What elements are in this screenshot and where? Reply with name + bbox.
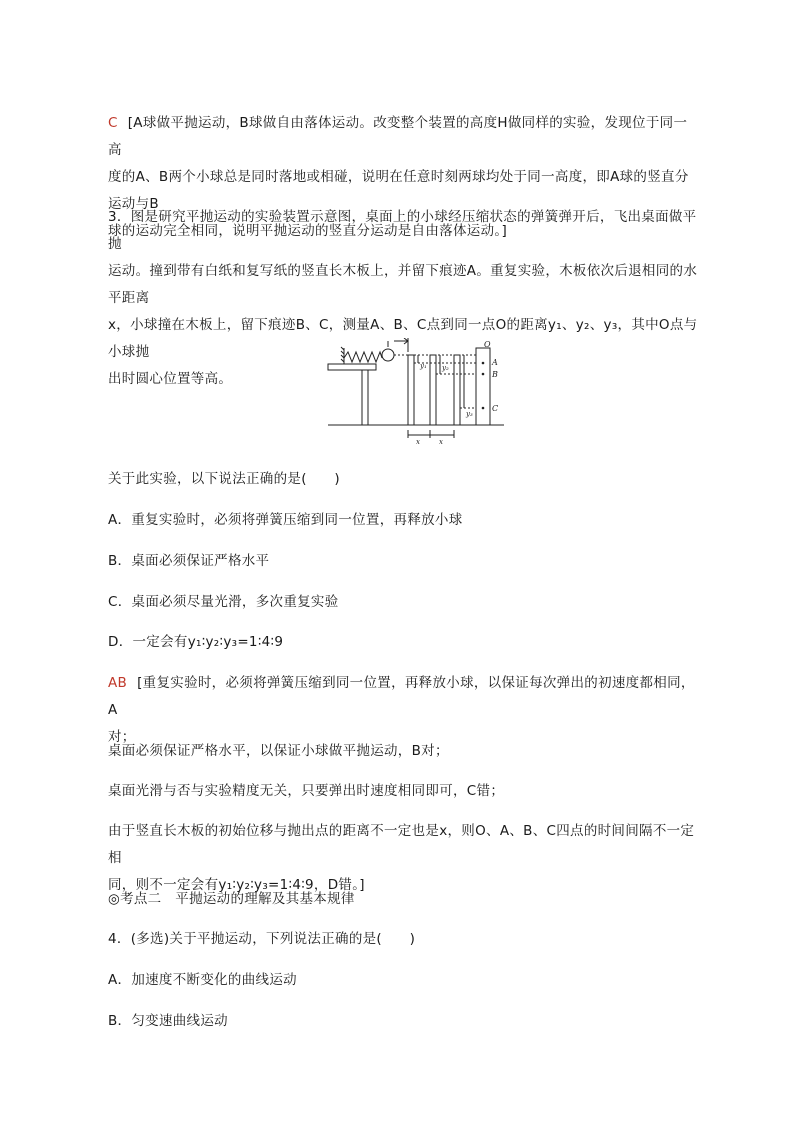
- board-3: [454, 355, 460, 425]
- label-a: A: [492, 358, 498, 367]
- answer-line: 桌面光滑与否与实验精度无关，只要弹出时速度相同即可，C错；: [108, 783, 505, 799]
- answer-line: [重复实验时，必须将弹簧压缩到同一位置，再释放小球，以保证每次弹出的初速度都相同，A: [108, 675, 695, 718]
- answer-line: [A球做平抛运动，B球做自由落体运动。改变整个装置的高度H做同样的实验，发现位于同一高: [108, 115, 688, 158]
- q4-option-b: B．匀变速曲线运动: [108, 1013, 228, 1029]
- board-1: [408, 355, 414, 425]
- label-y2: y₂: [442, 364, 449, 372]
- ball: [382, 349, 394, 361]
- answer-line: 球的运动完全相同，说明平抛运动的竖直分运动是自由落体运动。]: [108, 223, 508, 239]
- question-4-stem: 4．(多选)关于平抛运动，下列说法正确的是( ): [108, 931, 416, 947]
- option-d: D．一定会有y₁∶y₂∶y₃=1∶4∶9: [108, 634, 284, 650]
- answer-line: 同，则不一定会有y₁∶y₂∶y₃=1∶4∶9，D错。]: [108, 877, 365, 893]
- question-3-stem: 关于此实验，以下说法正确的是( ): [108, 471, 340, 487]
- label-c: C: [492, 404, 499, 413]
- question-line: 3．图是研究平抛运动的实验装置示意图，桌面上的小球经压缩状态的弹簧弹开后，飞出桌面做平抛: [108, 209, 697, 252]
- option-a: A．重复实验时，必须将弹簧压缩到同一位置，再释放小球: [108, 512, 463, 528]
- board-2: [430, 355, 436, 425]
- label-o: O: [484, 340, 491, 349]
- question-line: 运动。撞到带有白纸和复写纸的竖直长木板上，并留下痕迹A。重复实验，木板依次后退相同的水平距离: [108, 263, 698, 306]
- option-b: B．桌面必须保证严格水平: [108, 553, 270, 569]
- label-y3: y₃: [466, 410, 473, 418]
- answer-line: 桌面必须保证严格水平，以保证小球做平抛运动，B对；: [108, 743, 449, 759]
- table-leg: [362, 370, 368, 425]
- answer-line: 由于竖直长木板的初始位移与抛出点的距离不一定也是x，则O、A、B、C四点的时间间隔不一定相: [108, 823, 695, 866]
- board-4: [476, 348, 490, 425]
- option-c: C．桌面必须尽量光滑，多次重复实验: [108, 594, 339, 610]
- question-line: 出时圆心位置等高。: [108, 371, 233, 387]
- label-x2: x: [439, 438, 443, 446]
- label-x1: x: [416, 438, 420, 446]
- spring: [344, 352, 382, 362]
- experiment-diagram: [326, 338, 506, 446]
- table-top: [328, 364, 376, 370]
- answer-line: 对；: [108, 729, 136, 745]
- answer-line: 度的A、B两个小球总是同时落地或相碰，说明在任意时刻两球均处于同一高度，即A球的竖直分运动与B: [108, 169, 689, 212]
- q4-option-a: A．加速度不断变化的曲线运动: [108, 972, 297, 988]
- answer-tag: AB: [108, 675, 128, 691]
- question-line: x，小球撞在木板上，留下痕迹B、C，测量A、B、C点到同一点O的距离y₁、y₂、y₃，其中O点与小球抛: [108, 317, 698, 360]
- section-heading: ◎考点二 平抛运动的理解及其基本规律: [108, 891, 355, 907]
- label-b: B: [492, 370, 498, 379]
- label-y1: y₁: [420, 362, 427, 370]
- answer-tag: C: [108, 115, 118, 131]
